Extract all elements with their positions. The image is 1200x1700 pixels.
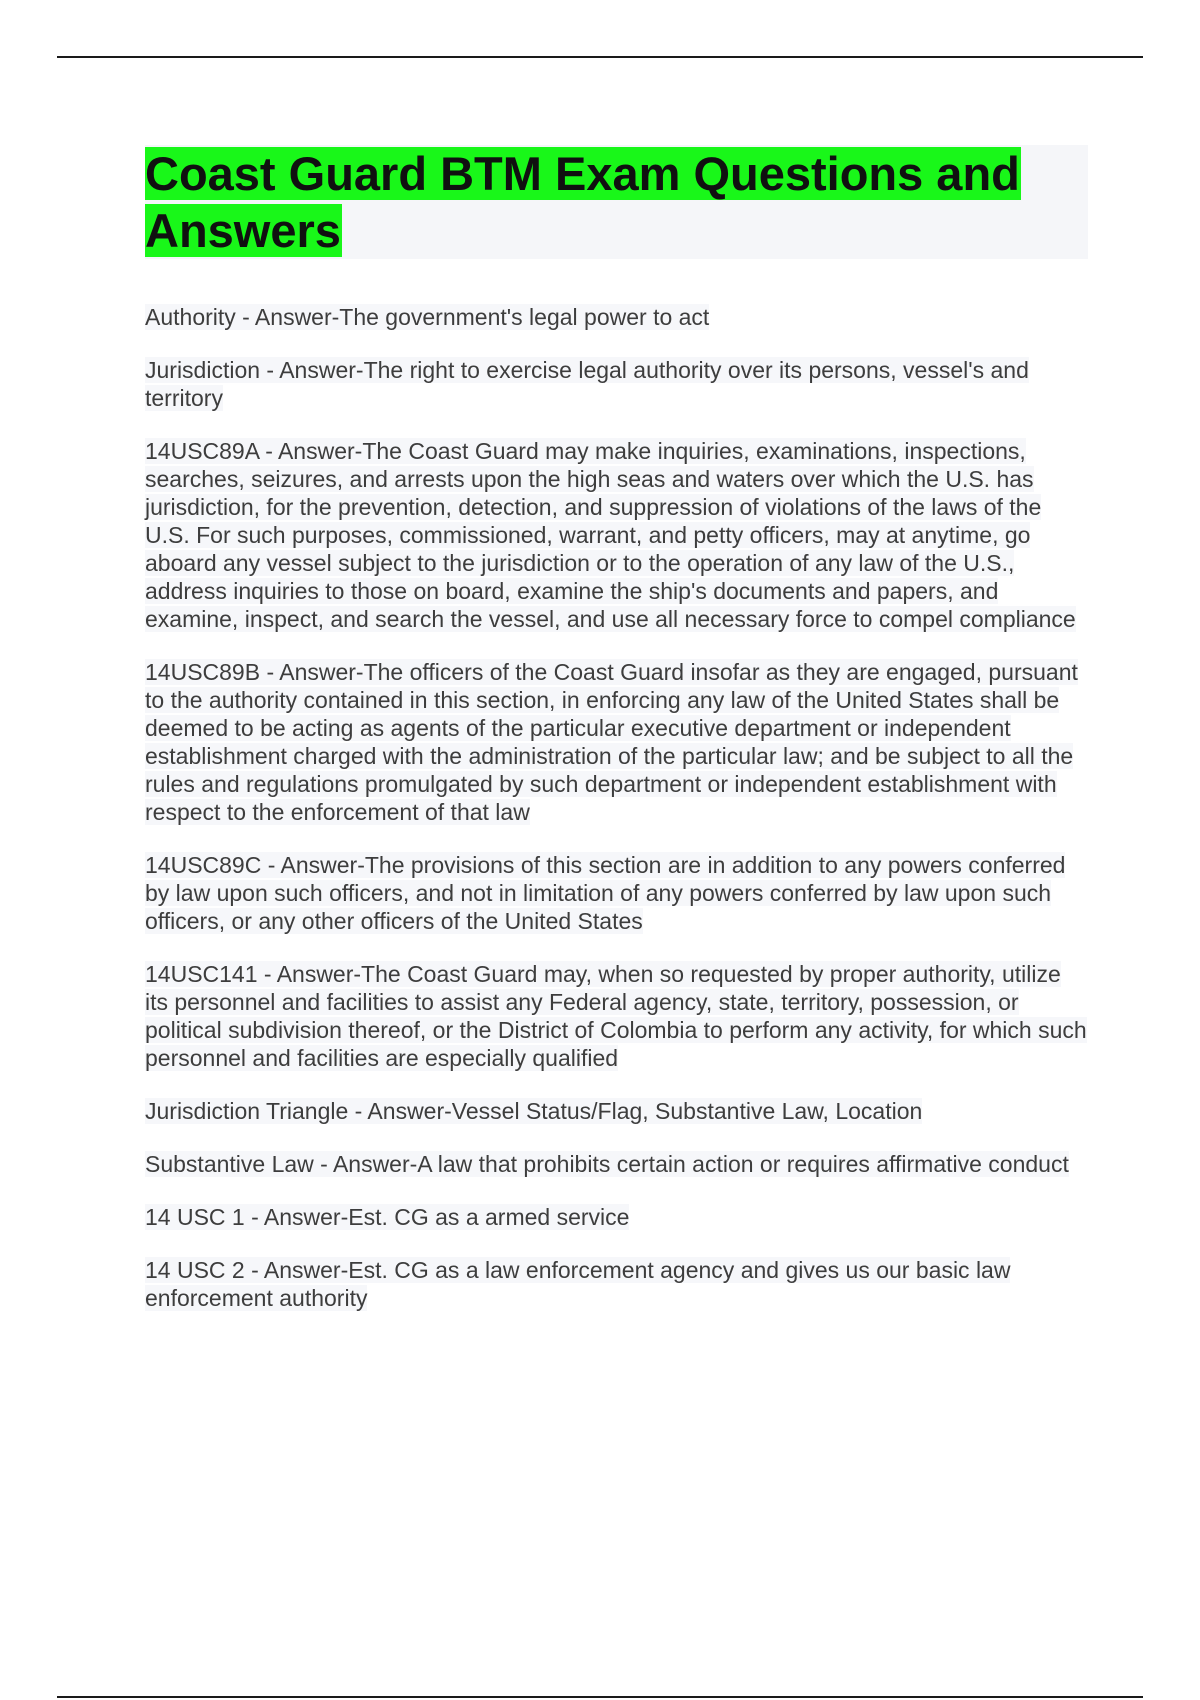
- title-block: [145, 145, 1088, 259]
- document-title: [145, 145, 1088, 259]
- qa-entry: Jurisdiction Triangle - Answer-Vessel Status/Flag, Substantive Law, Location: [145, 1098, 923, 1124]
- header-rule: [57, 56, 1143, 58]
- qa-entry: Jurisdiction - Answer-The right to exercise legal authority over its persons, vessel's and territory: [145, 357, 1029, 411]
- qa-entry: 14USC89C - Answer-The provisions of this section are in addition to any powers conferred by law upon such officers, and not in limitation of any powers conferred by law upon such officers, or any other officers of the United States: [145, 852, 1066, 934]
- qa-entry: Substantive Law - Answer-A law that prohibits certain action or requires affirmative conduct: [145, 1151, 1069, 1177]
- footer-rule: [57, 1696, 1143, 1698]
- document-body: [145, 145, 1088, 1337]
- qa-entry: 14USC89A - Answer-The Coast Guard may make inquiries, examinations, inspections, searches, seizures, and arrests upon the high seas and waters over which the U.S. has jurisdiction, for the prevention, detection, and suppression of violations of the laws of the U.S. For such purposes, commissioned, warrant, and petty officers, may at anytime, go aboard any vessel subject to the jurisdiction or to the operation of any law of the U.S., address inquiries to those on board, examine the ship's documents and papers, and examine, inspect, and search the vessel, and use all necessary force to compel compliance: [145, 438, 1076, 632]
- title-highlight: Coast Guard BTM Exam Questions and Answers: [145, 147, 1020, 257]
- qa-entry: Authority - Answer-The government's legal power to act: [145, 304, 710, 330]
- qa-entry: 14USC141 - Answer-The Coast Guard may, when so requested by proper authority, utilize its personnel and facilities to assist any Federal agency, state, territory, possession, or political subdivision thereof, or the District of Colombia to perform any activity, for which such personnel and facilities are especially qualified: [145, 961, 1087, 1071]
- qa-entry: 14 USC 1 - Answer-Est. CG as a armed service: [145, 1204, 630, 1230]
- qa-entry: 14USC89B - Answer-The officers of the Coast Guard insofar as they are engaged, pursuant to the authority contained in this section, in enforcing any law of the United States shall be deemed to be acting as agents of the particular executive department or independent establishment charged with the administration of the particular law; and be subject to all the rules and regulations promulgated by such department or independent establishment with respect to the enforcement of that law: [145, 659, 1078, 825]
- qa-entry: 14 USC 2 - Answer-Est. CG as a law enforcement agency and gives us our basic law enforcement authority: [145, 1257, 1011, 1311]
